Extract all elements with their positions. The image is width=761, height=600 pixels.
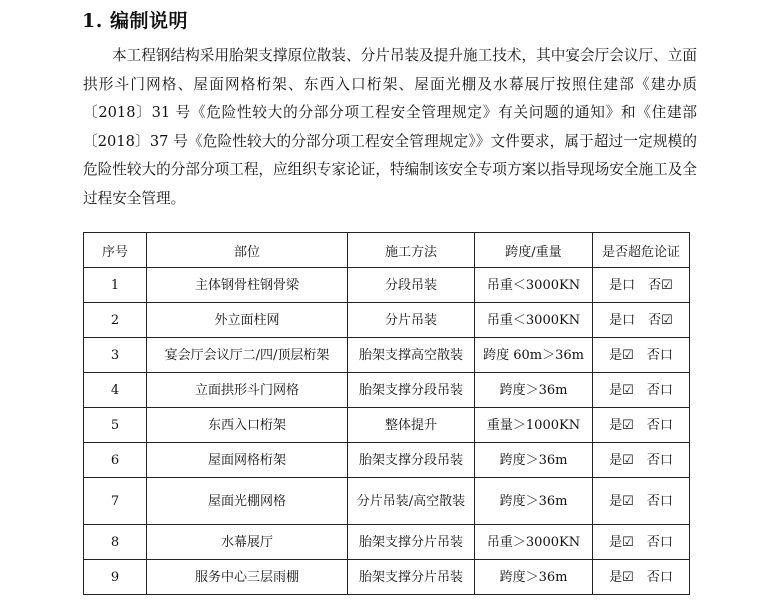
cell-check: 是☑ 否口 [593,560,690,595]
table-row [84,408,690,443]
cell-part: 外立面柱网 [147,303,348,338]
cell-no: 6 [84,443,147,478]
cell-no: 1 [84,268,147,303]
cell-method: 胎架支撑分片吊装 [348,525,475,560]
cell-part: 立面拱形斗门网格 [147,373,348,408]
header-no: 序号 [84,233,147,268]
cell-method: 整体提升 [348,408,475,443]
description-paragraph: 本工程钢结构采用胎架支撑原位散装、分片吊装及提升施工技术，其中宴会厅会议厅、立面拱形斗门网格、屋面网格桁架、东西入口桁架、屋面光棚及水幕展厅按照住建部《建办质〔2018〕31 号《危险性较大的分部分项工程安全管理规定》有关问题的通知》和《住建部〔2018〕37 号《危险性较大的分部分项工程安全管理规定》》文件要求，属于超过一定规模的危险性较大的分部分项工程，应组织专家论证，特编制该安全专项方案以指导现场安全施工及全过程安全管理。 [83,47,697,207]
cell-span: 吊重＜3000KN [475,268,593,303]
cell-span: 跨度＞36m [475,373,593,408]
cell-check: 是☑ 否口 [593,373,690,408]
cell-no: 4 [84,373,147,408]
section-heading: 1. 编制说明 [82,10,188,32]
table-row [84,373,690,408]
cell-check: 是口 否☑ [593,268,690,303]
cell-method: 胎架支撑高空散装 [348,338,475,373]
cell-span: 吊重＞3000KN [475,525,593,560]
cell-no: 5 [84,408,147,443]
cell-span: 重量＞1000KN [475,408,593,443]
cell-method: 胎架支撑分段吊装 [348,443,475,478]
table-row [84,303,690,338]
cell-no: 8 [84,525,147,560]
cell-check: 是☑ 否口 [593,338,690,373]
table-row [84,560,690,595]
cell-part: 宴会厅会议厅二/四/顶层桁架 [147,338,348,373]
table-row [84,478,690,525]
cell-part: 服务中心三层雨棚 [147,560,348,595]
cell-part: 屋面光棚网格 [147,478,348,525]
table-row [84,268,690,303]
table-row [84,525,690,560]
cell-part: 主体钢骨柱钢骨梁 [147,268,348,303]
cell-part: 东西入口桁架 [147,408,348,443]
cell-no: 7 [84,478,147,525]
table-header-row [84,233,690,268]
table-row [84,443,690,478]
cell-span: 吊重＜3000KN [475,303,593,338]
table-row [84,338,690,373]
cell-method: 胎架支撑分片吊装 [348,560,475,595]
cell-no: 9 [84,560,147,595]
cell-span: 跨度＞36m [475,478,593,525]
cell-method: 分片吊装/高空散装 [348,478,475,525]
cell-check: 是☑ 否口 [593,408,690,443]
cell-method: 分片吊装 [348,303,475,338]
header-check: 是否超危论证 [593,233,690,268]
cell-check: 是☑ 否口 [593,525,690,560]
header-part: 部位 [147,233,348,268]
cell-span: 跨度 60m＞36m [475,338,593,373]
cell-part: 水幕展厅 [147,525,348,560]
cell-span: 跨度＞36m [475,560,593,595]
cell-no: 3 [84,338,147,373]
cell-check: 是☑ 否口 [593,478,690,525]
header-method: 施工方法 [348,233,475,268]
header-span: 跨度/重量 [475,233,593,268]
cell-no: 2 [84,303,147,338]
cell-check: 是☑ 否口 [593,443,690,478]
cell-part: 屋面网格桁架 [147,443,348,478]
construction-method-table [83,232,690,595]
cell-check: 是口 否☑ [593,303,690,338]
cell-method: 分段吊装 [348,268,475,303]
cell-method: 胎架支撑分段吊装 [348,373,475,408]
cell-span: 跨度＞36m [475,443,593,478]
